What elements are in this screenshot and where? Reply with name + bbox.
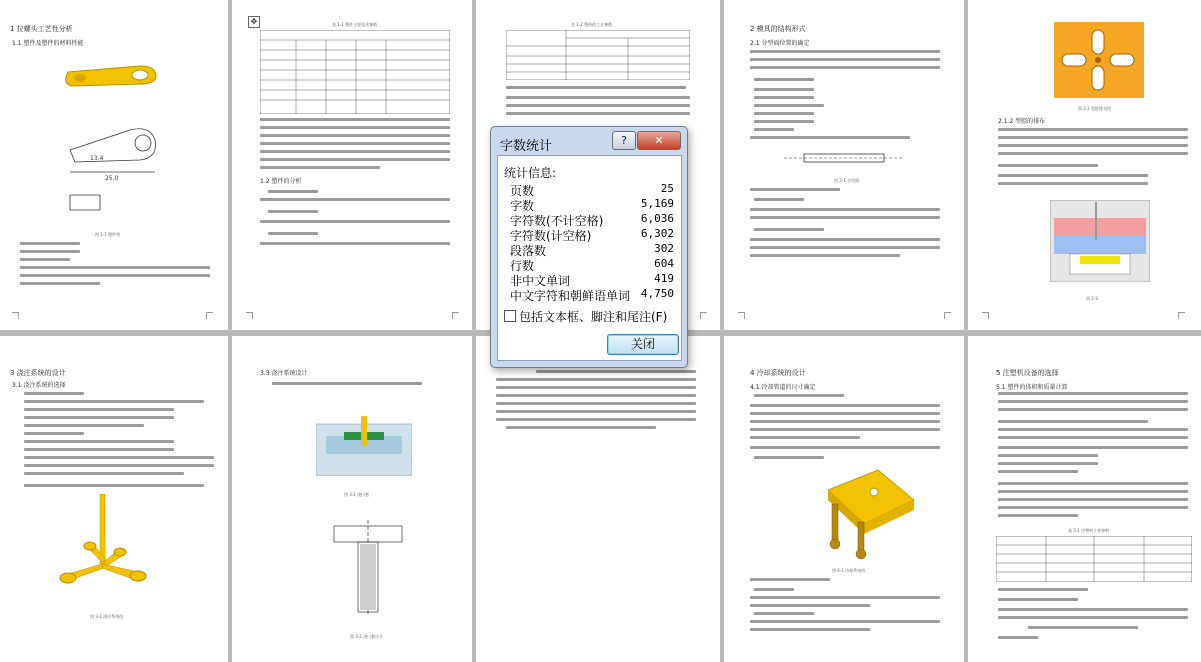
document-page-4 <box>724 0 964 330</box>
document-page-9 <box>724 336 964 662</box>
stat-row-non-chinese-words <box>510 272 674 287</box>
page-subheading: 3.1 浇注系统的选择 <box>12 382 66 389</box>
stat-value: 419 <box>654 272 674 285</box>
svg-text:13.4: 13.4 <box>90 155 104 162</box>
params-table <box>260 30 450 114</box>
stat-row-paragraphs <box>510 242 674 257</box>
include-textboxes-checkbox[interactable] <box>504 308 680 324</box>
figure-caption: 图 2-2 型腔排布图 <box>1078 106 1112 111</box>
help-button[interactable]: ? <box>612 131 636 150</box>
injection-machine-table <box>996 536 1192 582</box>
checkbox-box[interactable] <box>504 310 516 322</box>
figure-caption: 图 3-2 浇口套设计 <box>350 634 384 639</box>
move-handle-icon[interactable]: ✥ <box>248 16 260 28</box>
figure-caption: 图 2-1 分型面 <box>834 178 860 183</box>
stat-row-words <box>510 197 674 212</box>
stat-label: 段落数 <box>510 244 547 258</box>
section-heading: 1.2 塑件的分析 <box>260 178 302 185</box>
close-icon[interactable]: ✕ <box>637 131 681 150</box>
stat-row-chars-with-spaces <box>510 227 674 242</box>
document-page-5: 图 2-2 型腔排布图 2.1.2 型腔的排布 图 2-3 <box>968 0 1201 330</box>
stat-value: 604 <box>654 257 674 270</box>
parting-line-drawing <box>784 150 904 166</box>
page-heading: 3.3 浇注系统设计 <box>260 370 308 377</box>
word-count-dialog[interactable] <box>490 126 688 368</box>
part-3d-image <box>60 58 160 92</box>
stat-row-pages <box>510 182 674 197</box>
cavity-layout-image <box>1054 22 1144 98</box>
page-heading: 1 拉螺头工艺性分析 <box>10 25 73 33</box>
table-title: 表 1-2 塑料的工艺参数 <box>571 22 613 27</box>
stat-label: 字符数(不计空格) <box>510 214 604 228</box>
document-page-7: 3.3 浇注系统设计 图 3-2 浇口套 图 3-2 浇口套设计 <box>232 336 472 662</box>
sprue-mold-image <box>316 416 412 476</box>
stat-value: 6,302 <box>640 227 674 240</box>
page-subheading: 2.1 分型面位置的确定 <box>750 40 810 47</box>
svg-text:25.0: 25.0 <box>105 175 119 182</box>
document-page-6 <box>0 336 228 662</box>
stat-label: 非中文单词 <box>510 274 571 288</box>
stat-label: 字数 <box>510 199 535 213</box>
stat-value: 6,036 <box>640 212 674 225</box>
page-subheading: 4.1 冷却管道的尺寸确定 <box>750 384 816 391</box>
page-heading: 3 浇注系统的设计 <box>10 369 66 377</box>
process-table <box>506 30 690 80</box>
figure-caption: 图 3-1 浇注系统图 <box>90 614 124 619</box>
stat-label: 行数 <box>510 259 535 273</box>
table-title: 表 5-1 注塑机主要参数 <box>1068 528 1110 533</box>
table-title: 表 1-1 塑件主要技术参数 <box>332 22 378 27</box>
page-subheading: 5.1 塑件的体积和质量计算 <box>996 384 1068 391</box>
page-heading: 5 注塑机设备的选择 <box>996 369 1059 377</box>
stat-value: 5,169 <box>640 197 674 210</box>
page-heading: 4 冷却系统的设计 <box>750 369 806 377</box>
stat-value: 25 <box>660 182 674 195</box>
stat-value: 302 <box>654 242 674 255</box>
checkbox-label: 包括文本框、脚注和尾注(F) <box>519 310 668 324</box>
close-button[interactable]: 关闭 <box>607 334 679 355</box>
page-subheading: 1.1 塑件及塑件的材料性能 <box>12 40 84 47</box>
cooling-system-image <box>818 460 918 560</box>
dialog-body <box>497 155 682 361</box>
page-subheading: 2.1.2 型腔的排布 <box>998 118 1046 125</box>
mold-assembly-image <box>1050 200 1150 282</box>
stat-row-asian-chars <box>510 287 674 302</box>
page-heading: 2 模具的结构形式 <box>750 25 806 33</box>
document-page-8 <box>476 336 720 662</box>
document-page-2 <box>232 0 472 330</box>
dialog-title: 字数统计 <box>500 139 553 154</box>
stat-row-chars-no-spaces <box>510 212 674 227</box>
stat-label: 中文字符和朝鲜语单词 <box>510 289 631 303</box>
stat-label: 字符数(计空格) <box>510 229 592 243</box>
stat-row-lines <box>510 257 674 272</box>
figure-caption: 图 4-1 冷却系统图 <box>832 568 866 573</box>
figure-caption: 图 1-1 塑件图 <box>95 232 121 237</box>
part-drawing <box>60 100 170 220</box>
document-page-10 <box>968 336 1201 662</box>
stat-label: 页数 <box>510 184 535 198</box>
stats-heading: 统计信息: <box>504 166 557 180</box>
runner-system-image <box>58 494 148 594</box>
document-page-1 <box>0 0 228 330</box>
stat-value: 4,750 <box>640 287 674 300</box>
sprue-bushing-drawing <box>328 516 408 616</box>
